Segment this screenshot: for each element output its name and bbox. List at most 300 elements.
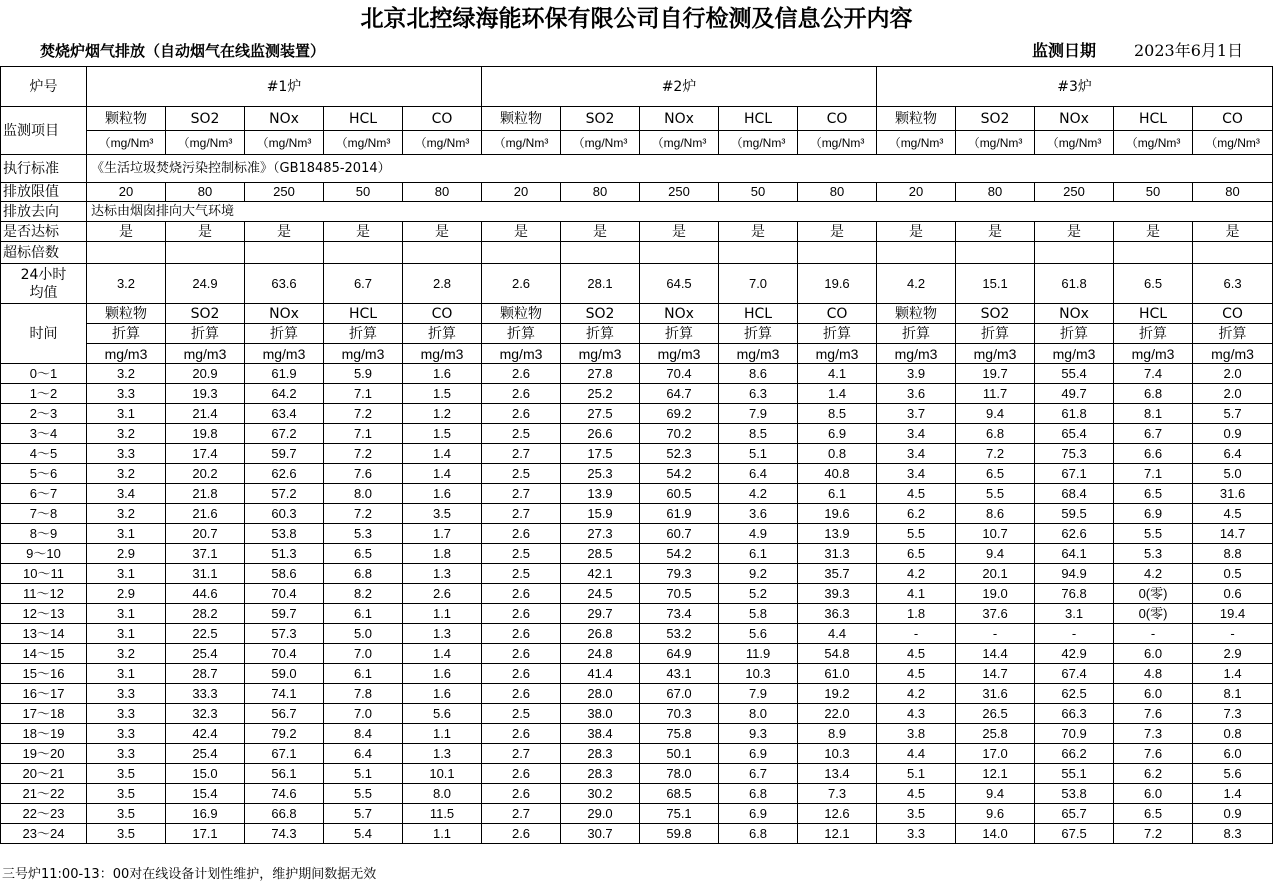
hour-value: 19.8: [166, 424, 245, 444]
hour-value: 7.3: [1193, 704, 1273, 724]
avg24-value: 15.1: [956, 264, 1035, 304]
exceed-value: [482, 242, 561, 264]
item-header: 颗粒物: [87, 107, 166, 131]
hour-value: 3.2: [87, 644, 166, 664]
hour-value: 4.5: [1193, 504, 1273, 524]
hour-value: 74.1: [245, 684, 324, 704]
hour-value: 7.3: [798, 784, 877, 804]
table-row: [1, 684, 1273, 704]
avg24-value: 7.0: [719, 264, 798, 304]
hour-value: 10.7: [956, 524, 1035, 544]
limit-value: 80: [798, 183, 877, 202]
hourly-unit-header: mg/m3: [324, 344, 403, 364]
exceed-value: [956, 242, 1035, 264]
table-row: [1, 584, 1273, 604]
hour-value: 66.3: [1035, 704, 1114, 724]
hour-value: 7.3: [1114, 724, 1193, 744]
hour-value: 59.5: [1035, 504, 1114, 524]
unit-header: （mg/Nm³: [877, 131, 956, 155]
hour-value: 58.6: [245, 564, 324, 584]
hour-label: 15～16: [1, 664, 87, 684]
hour-value: 2.5: [482, 564, 561, 584]
hour-value: 0.8: [1193, 724, 1273, 744]
compliant-value: 是: [87, 222, 166, 242]
monitor-date-label: 监测日期: [1032, 41, 1097, 60]
hour-value: 25.3: [561, 464, 640, 484]
hour-value: 9.4: [956, 544, 1035, 564]
hour-value: 13.9: [561, 484, 640, 504]
item-header: CO: [403, 107, 482, 131]
item-header: NOx: [640, 107, 719, 131]
hour-value: 5.0: [1193, 464, 1273, 484]
hour-label: 6～7: [1, 484, 87, 504]
hourly-unit-header: mg/m3: [1035, 344, 1114, 364]
hour-value: 3.1: [1035, 604, 1114, 624]
table-row: [1, 304, 1273, 324]
hour-value: 33.3: [166, 684, 245, 704]
hour-value: 3.9: [877, 364, 956, 384]
hour-value: 13.9: [798, 524, 877, 544]
hour-value: 19.2: [798, 684, 877, 704]
unit-header: （mg/Nm³: [956, 131, 1035, 155]
hour-value: 2.9: [87, 544, 166, 564]
hour-value: 59.0: [245, 664, 324, 684]
hour-label: 4～5: [1, 444, 87, 464]
hour-value: 1.1: [403, 724, 482, 744]
compliant-value: 是: [798, 222, 877, 242]
hour-value: 21.4: [166, 404, 245, 424]
item-header: SO2: [956, 107, 1035, 131]
hour-value: 4.1: [877, 584, 956, 604]
hour-value: 5.1: [877, 764, 956, 784]
hour-value: 4.2: [1114, 564, 1193, 584]
hour-value: 3.3: [87, 724, 166, 744]
convert-header: 折算: [482, 324, 561, 344]
hour-value: 27.5: [561, 404, 640, 424]
table-row: [1, 504, 1273, 524]
furnace-no-label: 炉号: [1, 67, 87, 107]
hour-value: 75.1: [640, 804, 719, 824]
hour-value: -: [877, 624, 956, 644]
hour-value: 8.9: [798, 724, 877, 744]
hour-value: 25.8: [956, 724, 1035, 744]
hour-value: 6.5: [1114, 804, 1193, 824]
hour-value: 17.5: [561, 444, 640, 464]
hour-label: 14～15: [1, 644, 87, 664]
hour-value: 7.2: [1114, 824, 1193, 844]
hour-value: 51.3: [245, 544, 324, 564]
hourly-item-header: 颗粒物: [877, 304, 956, 324]
hour-value: 28.3: [561, 744, 640, 764]
hourly-unit-header: mg/m3: [956, 344, 1035, 364]
hour-value: 14.4: [956, 644, 1035, 664]
hour-value: 2.7: [482, 804, 561, 824]
compliant-value: 是: [640, 222, 719, 242]
hour-value: 10.3: [719, 664, 798, 684]
hour-value: 16.9: [166, 804, 245, 824]
convert-header: 折算: [403, 324, 482, 344]
table-row: [1, 704, 1273, 724]
avg24-value: 6.5: [1114, 264, 1193, 304]
hourly-unit-header: mg/m3: [640, 344, 719, 364]
hour-value: 3.1: [87, 524, 166, 544]
hour-value: 62.6: [245, 464, 324, 484]
hour-value: 9.2: [719, 564, 798, 584]
hour-value: 7.8: [324, 684, 403, 704]
hour-value: 28.3: [561, 764, 640, 784]
item-header: NOx: [1035, 107, 1114, 131]
hour-value: 69.2: [640, 404, 719, 424]
standard-label: 执行标准: [1, 155, 87, 183]
hour-value: 6.1: [798, 484, 877, 504]
hour-value: 14.7: [1193, 524, 1273, 544]
hour-value: 5.5: [1114, 524, 1193, 544]
avg24-value: 3.2: [87, 264, 166, 304]
hour-value: 14.0: [956, 824, 1035, 844]
hourly-unit-header: mg/m3: [1193, 344, 1273, 364]
hour-value: 9.4: [956, 404, 1035, 424]
hour-value: 20.1: [956, 564, 1035, 584]
hour-value: 2.5: [482, 704, 561, 724]
hour-value: 28.7: [166, 664, 245, 684]
hour-value: 42.4: [166, 724, 245, 744]
hour-value: 67.1: [245, 744, 324, 764]
compliant-value: 是: [956, 222, 1035, 242]
hour-value: 39.3: [798, 584, 877, 604]
hour-value: 1.7: [403, 524, 482, 544]
limit-value: 80: [403, 183, 482, 202]
hour-value: 7.0: [324, 704, 403, 724]
hour-value: 30.2: [561, 784, 640, 804]
hour-value: 61.8: [1035, 404, 1114, 424]
hourly-item-header: NOx: [640, 304, 719, 324]
avg24-value: 2.6: [482, 264, 561, 304]
item-header: HCL: [324, 107, 403, 131]
hourly-unit-header: mg/m3: [1114, 344, 1193, 364]
limit-value: 80: [166, 183, 245, 202]
hour-value: 3.5: [87, 804, 166, 824]
hour-value: 42.9: [1035, 644, 1114, 664]
hour-value: 36.3: [798, 604, 877, 624]
table-row: [1, 67, 1273, 107]
hour-value: 3.3: [87, 444, 166, 464]
hour-value: 11.9: [719, 644, 798, 664]
hour-value: 76.8: [1035, 584, 1114, 604]
hour-value: 54.2: [640, 464, 719, 484]
hour-value: 3.1: [87, 604, 166, 624]
hourly-item-header: 颗粒物: [482, 304, 561, 324]
hour-value: -: [1193, 624, 1273, 644]
hour-value: 56.7: [245, 704, 324, 724]
hourly-item-header: 颗粒物: [87, 304, 166, 324]
avg24-value: 28.1: [561, 264, 640, 304]
hour-value: 64.7: [640, 384, 719, 404]
hour-value: 11.7: [956, 384, 1035, 404]
hour-value: 5.3: [1114, 544, 1193, 564]
hour-value: 65.4: [1035, 424, 1114, 444]
hour-value: -: [1035, 624, 1114, 644]
hour-value: 70.4: [640, 364, 719, 384]
furnace-header: #1炉: [87, 67, 482, 107]
hour-label: 3～4: [1, 424, 87, 444]
hour-value: 2.6: [482, 584, 561, 604]
hour-value: 6.5: [324, 544, 403, 564]
hour-value: 26.6: [561, 424, 640, 444]
hour-value: 22.5: [166, 624, 245, 644]
table-row: [1, 131, 1273, 155]
exceed-value: [877, 242, 956, 264]
compliant-value: 是: [403, 222, 482, 242]
hour-value: 4.5: [877, 784, 956, 804]
hour-value: 59.7: [245, 604, 324, 624]
hour-value: 6.0: [1193, 744, 1273, 764]
hour-value: 1.4: [1193, 664, 1273, 684]
hour-value: 5.7: [324, 804, 403, 824]
compliant-value: 是: [561, 222, 640, 242]
hour-value: 21.8: [166, 484, 245, 504]
hour-value: 5.6: [403, 704, 482, 724]
hour-value: 6.1: [324, 604, 403, 624]
hourly-unit-header: mg/m3: [719, 344, 798, 364]
hour-value: 0(零): [1114, 584, 1193, 604]
hour-value: 4.8: [1114, 664, 1193, 684]
hour-value: 3.3: [87, 384, 166, 404]
hour-value: 4.2: [877, 564, 956, 584]
table-subtitle: 焚烧炉烟气排放（自动烟气在线监测装置）: [40, 42, 326, 60]
hourly-unit-header: mg/m3: [245, 344, 324, 364]
hourly-unit-header: mg/m3: [87, 344, 166, 364]
hourly-unit-header: mg/m3: [798, 344, 877, 364]
hour-value: 3.3: [87, 744, 166, 764]
hour-value: 70.4: [245, 644, 324, 664]
exceed-value: [324, 242, 403, 264]
hour-value: 59.8: [640, 824, 719, 844]
hour-value: 41.4: [561, 664, 640, 684]
hour-value: 43.1: [640, 664, 719, 684]
hour-value: 57.2: [245, 484, 324, 504]
hour-value: 5.0: [324, 624, 403, 644]
hour-value: 8.3: [1193, 824, 1273, 844]
hour-value: 2.0: [1193, 384, 1273, 404]
unit-header: （mg/Nm³: [245, 131, 324, 155]
hour-value: 6.6: [1114, 444, 1193, 464]
hour-value: 3.3: [87, 704, 166, 724]
hourly-item-header: HCL: [1114, 304, 1193, 324]
hour-value: 2.6: [482, 384, 561, 404]
hour-value: 31.6: [956, 684, 1035, 704]
hour-value: 49.7: [1035, 384, 1114, 404]
hour-value: 1.1: [403, 824, 482, 844]
hour-value: 28.2: [166, 604, 245, 624]
hour-value: 0.9: [1193, 804, 1273, 824]
limit-value: 50: [1114, 183, 1193, 202]
avg24-label: 24小时 均值: [1, 264, 87, 304]
hour-value: 5.5: [877, 524, 956, 544]
convert-header: 折算: [245, 324, 324, 344]
hour-label: 13～14: [1, 624, 87, 644]
hour-value: 2.7: [482, 504, 561, 524]
hour-value: 31.6: [1193, 484, 1273, 504]
hour-value: 3.7: [877, 404, 956, 424]
avg24-value: 64.5: [640, 264, 719, 304]
hour-value: 8.8: [1193, 544, 1273, 564]
hour-value: 54.2: [640, 544, 719, 564]
hour-value: 31.3: [798, 544, 877, 564]
hour-value: 74.6: [245, 784, 324, 804]
hour-value: 2.6: [482, 664, 561, 684]
table-row: [1, 644, 1273, 664]
convert-header: 折算: [719, 324, 798, 344]
hour-value: 6.4: [719, 464, 798, 484]
hour-value: 1.4: [1193, 784, 1273, 804]
furnace-header: #3炉: [877, 67, 1273, 107]
furnace-header: #2炉: [482, 67, 877, 107]
hour-value: 15.4: [166, 784, 245, 804]
hour-label: 23～24: [1, 824, 87, 844]
hour-value: 3.4: [877, 464, 956, 484]
hour-value: 1.4: [403, 464, 482, 484]
hour-value: 29.7: [561, 604, 640, 624]
compliant-label: 是否达标: [1, 222, 87, 242]
hour-value: 61.9: [640, 504, 719, 524]
hour-value: 0.9: [1193, 424, 1273, 444]
hour-value: 3.5: [87, 764, 166, 784]
hour-value: 7.0: [324, 644, 403, 664]
table-row: [1, 444, 1273, 464]
hour-value: 7.2: [956, 444, 1035, 464]
convert-header: 折算: [1193, 324, 1273, 344]
exceed-value: [719, 242, 798, 264]
hour-value: 64.9: [640, 644, 719, 664]
convert-header: 折算: [561, 324, 640, 344]
table-row: [1, 364, 1273, 384]
hourly-unit-header: mg/m3: [403, 344, 482, 364]
item-header: NOx: [245, 107, 324, 131]
hour-value: 53.2: [640, 624, 719, 644]
hour-value: 35.7: [798, 564, 877, 584]
hour-value: 4.4: [798, 624, 877, 644]
hour-value: 5.2: [719, 584, 798, 604]
hour-label: 9～10: [1, 544, 87, 564]
hour-value: 6.2: [1114, 764, 1193, 784]
hour-value: 7.2: [324, 504, 403, 524]
hour-value: 6.1: [324, 664, 403, 684]
table-row: [1, 724, 1273, 744]
limit-value: 50: [719, 183, 798, 202]
hour-value: 3.1: [87, 564, 166, 584]
hour-value: 3.5: [403, 504, 482, 524]
hour-value: 9.3: [719, 724, 798, 744]
hour-value: 6.8: [719, 784, 798, 804]
hourly-item-header: SO2: [166, 304, 245, 324]
hour-value: 20.9: [166, 364, 245, 384]
limit-value: 250: [245, 183, 324, 202]
hour-value: 10.1: [403, 764, 482, 784]
hour-value: 7.6: [1114, 744, 1193, 764]
hourly-item-header: SO2: [956, 304, 1035, 324]
hour-label: 10～11: [1, 564, 87, 584]
hour-value: 12.6: [798, 804, 877, 824]
hour-value: 1.2: [403, 404, 482, 424]
hour-value: 3.5: [877, 804, 956, 824]
hour-value: 56.1: [245, 764, 324, 784]
hour-value: 6.9: [1114, 504, 1193, 524]
hour-value: 6.8: [719, 824, 798, 844]
hour-value: 25.4: [166, 644, 245, 664]
hour-value: 26.5: [956, 704, 1035, 724]
exceed-value: [1193, 242, 1273, 264]
hour-value: 30.7: [561, 824, 640, 844]
convert-header: 折算: [877, 324, 956, 344]
hour-value: 5.4: [324, 824, 403, 844]
hour-value: 0.8: [798, 444, 877, 464]
unit-header: （mg/Nm³: [324, 131, 403, 155]
compliant-value: 是: [1114, 222, 1193, 242]
hour-value: 70.9: [1035, 724, 1114, 744]
hour-value: 6.4: [324, 744, 403, 764]
convert-header: 折算: [324, 324, 403, 344]
hour-label: 0～1: [1, 364, 87, 384]
hour-value: 7.1: [324, 424, 403, 444]
hour-value: 6.8: [1114, 384, 1193, 404]
hour-value: 62.6: [1035, 524, 1114, 544]
hour-value: 5.6: [1193, 764, 1273, 784]
avg24-value: 63.6: [245, 264, 324, 304]
hour-value: 20.2: [166, 464, 245, 484]
hourly-item-header: CO: [1193, 304, 1273, 324]
item-header: CO: [798, 107, 877, 131]
hour-value: 75.3: [1035, 444, 1114, 464]
unit-header: （mg/Nm³: [719, 131, 798, 155]
avg24-value: 6.7: [324, 264, 403, 304]
hour-value: 1.3: [403, 624, 482, 644]
hour-value: 70.2: [640, 424, 719, 444]
hourly-unit-header: mg/m3: [877, 344, 956, 364]
hour-value: 3.8: [877, 724, 956, 744]
hour-value: 20.7: [166, 524, 245, 544]
hour-value: 79.3: [640, 564, 719, 584]
hour-value: 4.1: [798, 364, 877, 384]
table-row: [1, 604, 1273, 624]
limit-value: 250: [640, 183, 719, 202]
limit-value: 80: [956, 183, 1035, 202]
hour-value: 94.9: [1035, 564, 1114, 584]
hour-value: 6.2: [877, 504, 956, 524]
hour-value: 2.6: [403, 584, 482, 604]
limit-value: 20: [877, 183, 956, 202]
hour-value: 1.6: [403, 364, 482, 384]
avg24-value: 4.2: [877, 264, 956, 304]
table-row: [1, 484, 1273, 504]
hourly-item-header: CO: [798, 304, 877, 324]
convert-header: 折算: [1114, 324, 1193, 344]
hour-value: -: [1114, 624, 1193, 644]
hour-label: 11～12: [1, 584, 87, 604]
unit-header: （mg/Nm³: [87, 131, 166, 155]
hour-label: 21～22: [1, 784, 87, 804]
table-row: [1, 222, 1273, 242]
hour-value: 64.2: [245, 384, 324, 404]
limit-value: 20: [482, 183, 561, 202]
hour-value: 53.8: [1035, 784, 1114, 804]
hourly-unit-header: mg/m3: [561, 344, 640, 364]
hour-value: 8.1: [1114, 404, 1193, 424]
compliant-value: 是: [482, 222, 561, 242]
hour-value: 59.7: [245, 444, 324, 464]
discharge-label: 排放去向: [1, 202, 87, 222]
hour-value: 2.0: [1193, 364, 1273, 384]
hour-value: 53.8: [245, 524, 324, 544]
